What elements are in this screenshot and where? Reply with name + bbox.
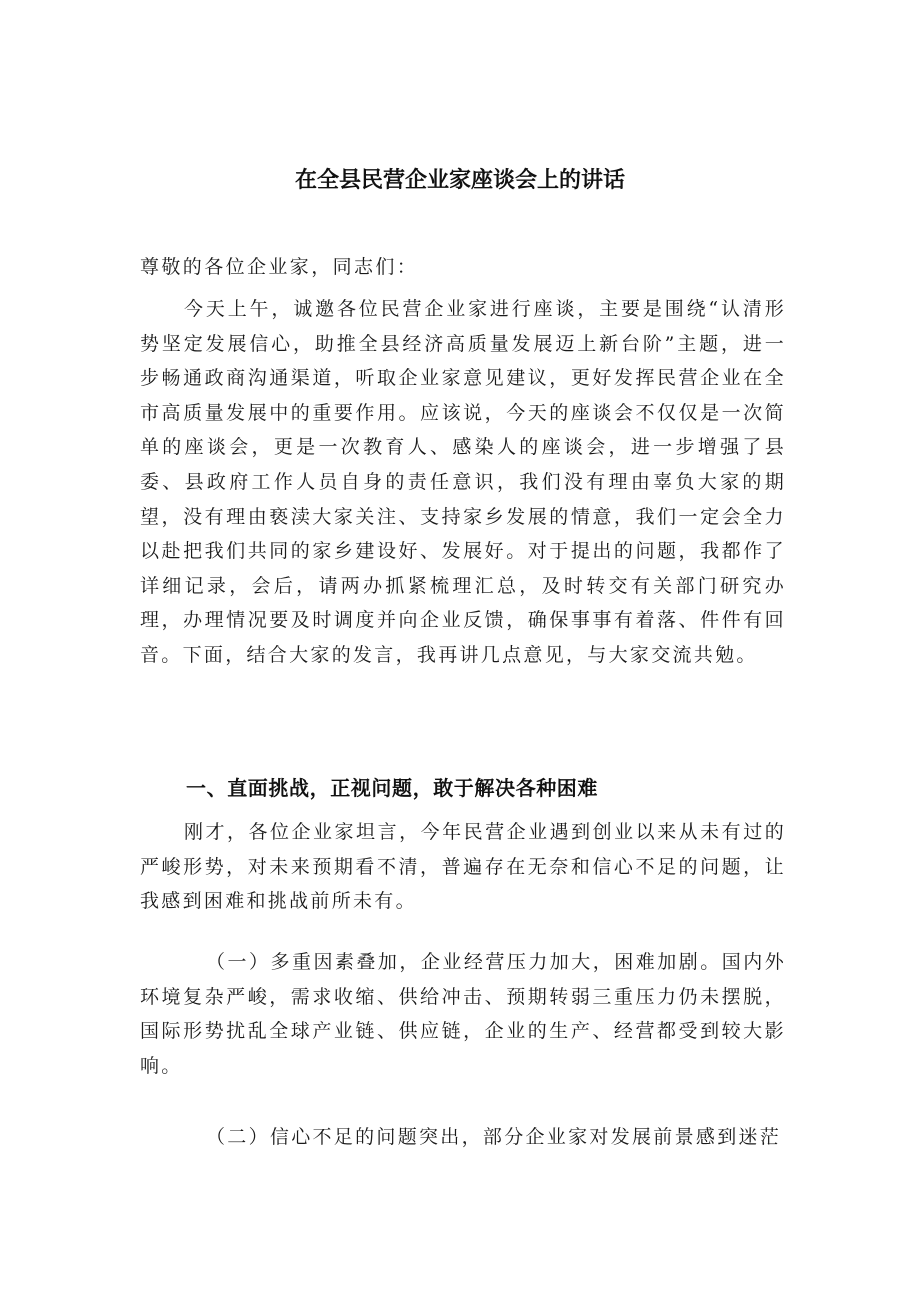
- point-2-paragraph: （二）信心不足的问题突出，部分企业家对发展前景感到迷茫: [206, 1126, 782, 1148]
- section-heading-1: 一、直面挑战，正视问题，敢于解决各种困难: [186, 776, 598, 800]
- document-title: 在全县民营企业家座谈会上的讲话: [294, 168, 625, 193]
- intro-paragraph: 今天上午，诚邀各位民营企业家进行座谈，主要是围绕“认清形势坚定发展信心，助推全县经济高质量发展迈上新台阶”主题，进一步畅通政商沟通渠道，听取企业家意见建议，更好发挥民营企业在全市高质量发展中的重要作用。应该说，今天的座谈会不仅仅是一次简单的座谈会，更是一次教育人、感染人的座谈会，进一步增强了县委、县政府工作人员自身的责任意识，我们没有理由辜负大家的期望，没有理由亵渎大家关注、支持家乡发展的情意，我们一定会全力以赴把我们共同的家乡建设好、发展好。对于提出的问题，我都作了详细记录，会后，请两办抓紧梳理汇总，及时转交有关部门研究办理，办理情况要及时调度并向企业反馈，确保事事有着落、件件有回音。下面，结合大家的发言，我再讲几点意见，与大家交流共勉。: [140, 298, 786, 666]
- salutation: 尊敬的各位企业家，同志们：: [140, 256, 419, 278]
- point-1-paragraph: （一）多重因素叠加，企业经营压力加大，困难加剧。国内外环境复杂严峻，需求收缩、供给冲击、预期转弱三重压力仍未摆脱，国际形势扰乱全球产业链、供应链，企业的生产、经营都受到较大影响。: [140, 951, 786, 1077]
- section1-intro-paragraph: 刚才，各位企业家坦言，今年民营企业遇到创业以来从未有过的严峻形势，对未来预期看不清，普遍存在无奈和信心不足的问题，让我感到困难和挑战前所未有。: [140, 821, 786, 913]
